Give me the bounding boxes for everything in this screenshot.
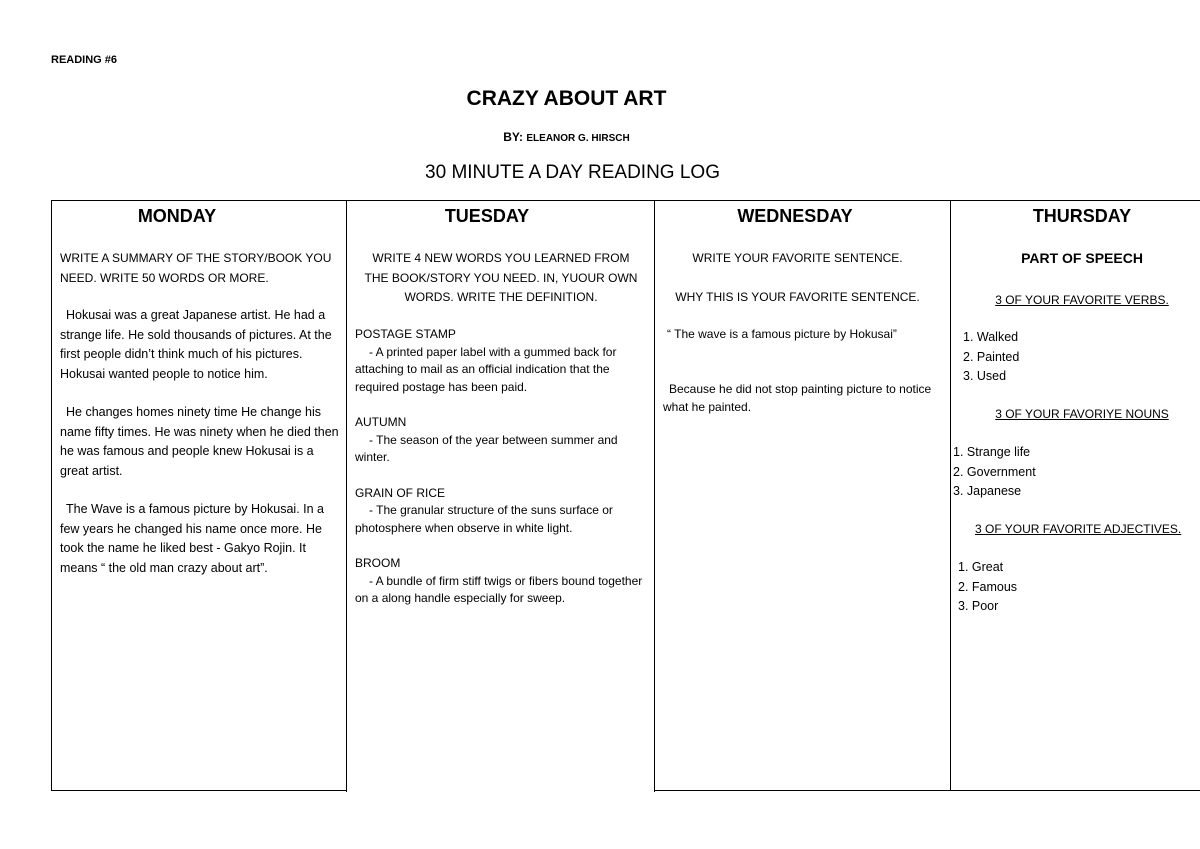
part-of-speech-title: PART OF SPEECH [1021,250,1143,266]
list-item: 2. Famous [958,579,1018,594]
favorite-reason: Because he did not stop painting picture to notice what he painted. [663,382,932,414]
tuesday-column [346,200,655,792]
adjectives-heading: 3 OF YOUR FAVORITE ADJECTIVES. [975,522,1182,536]
monday-column [51,200,347,791]
summary-paragraph: The Wave is a famous picture by Hokusai. In a few years he changed his name once more. He took the name he liked best - Gakyo Rojin. It means “ the old man crazy about art”. [60,502,324,575]
wednesday-column [654,200,951,791]
wednesday-heading: WEDNESDAY [737,206,853,226]
reading-number: READING #6 [51,54,118,66]
wednesday-instruction-2: WHY THIS IS YOUR FAVORITE SENTENCE. [675,290,920,304]
adjectives-list [958,558,1198,617]
summary-paragraph: Hokusai was a great Japanese artist. He had a strange life. He sold thousands of pictures. At the first people didn’t think much of his pictures. Hokusai wanted people to notice him. [60,308,332,381]
vocab-definition: - A printed paper label with a gummed back for attaching to mail as an official indication that the required postage has been paid. [355,344,617,394]
nouns-list [953,443,1193,502]
verbs-heading: 3 OF YOUR FAVORITE VERBS. [995,293,1169,307]
list-item: 3. Poor [958,599,999,613]
vocab-definition: - The granular structure of the suns surface or photosphere when observe in white light. [355,503,613,535]
thursday-heading: THURSDAY [1032,206,1132,226]
monday-instruction: WRITE A SUMMARY OF THE STORY/BOOK YOU NEED. WRITE 50 WORDS OR MORE. [60,251,332,285]
list-item: 3. Used [963,369,1007,383]
vocab-term: AUTUMN [355,415,407,429]
tuesday-instruction: WRITE 4 NEW WORDS YOU LEARNED FROM THE BOOK/STORY YOU NEED. IN, YUOUR OWN WORDS. WRITE THE DEFINITION. [364,251,638,304]
verbs-list [963,328,1200,387]
author-name: ELEANOR G. HIRSCH [526,133,630,144]
list-item: 2. Government [953,464,1036,479]
monday-heading: MONDAY [137,206,217,226]
wednesday-instruction-1: WRITE YOUR FAVORITE SENTENCE. [692,251,903,265]
list-item: 1. Strange life [953,445,1031,459]
vocab-term: BROOM [355,556,401,570]
monday-summary [60,306,342,578]
byline [0,130,1133,144]
favorite-sentence: “ The wave is a famous picture by Hokusai” [667,327,897,341]
list-item: 1. Walked [963,330,1019,344]
list-item: 1. Great [958,560,1004,574]
summary-paragraph: He changes homes ninety time He change his name fifty times. He was ninety when he died then he was famous and people knew Hokusai is a great artist. [60,405,339,478]
list-item: 2. Painted [963,349,1020,364]
vocab-definition: - A bundle of firm stiff twigs or fibers bound together on a along handle especially for sweep. [355,573,643,605]
list-item: 3. Japanese [953,484,1022,498]
vocab-term: POSTAGE STAMP [355,327,456,341]
by-label: BY: [503,130,524,144]
log-heading: 30 MINUTE A DAY READING LOG [425,162,720,183]
nouns-heading: 3 OF YOUR FAVORIYE NOUNS [995,407,1169,421]
vocab-term: GRAIN OF RICE [355,485,446,500]
thursday-column [950,200,1200,791]
tuesday-heading: TUESDAY [444,206,530,226]
page-title: CRAZY ABOUT ART [466,87,667,110]
vocab-definition: - The season of the year between summer and winter. [355,432,618,464]
vocabulary-list [355,326,651,608]
